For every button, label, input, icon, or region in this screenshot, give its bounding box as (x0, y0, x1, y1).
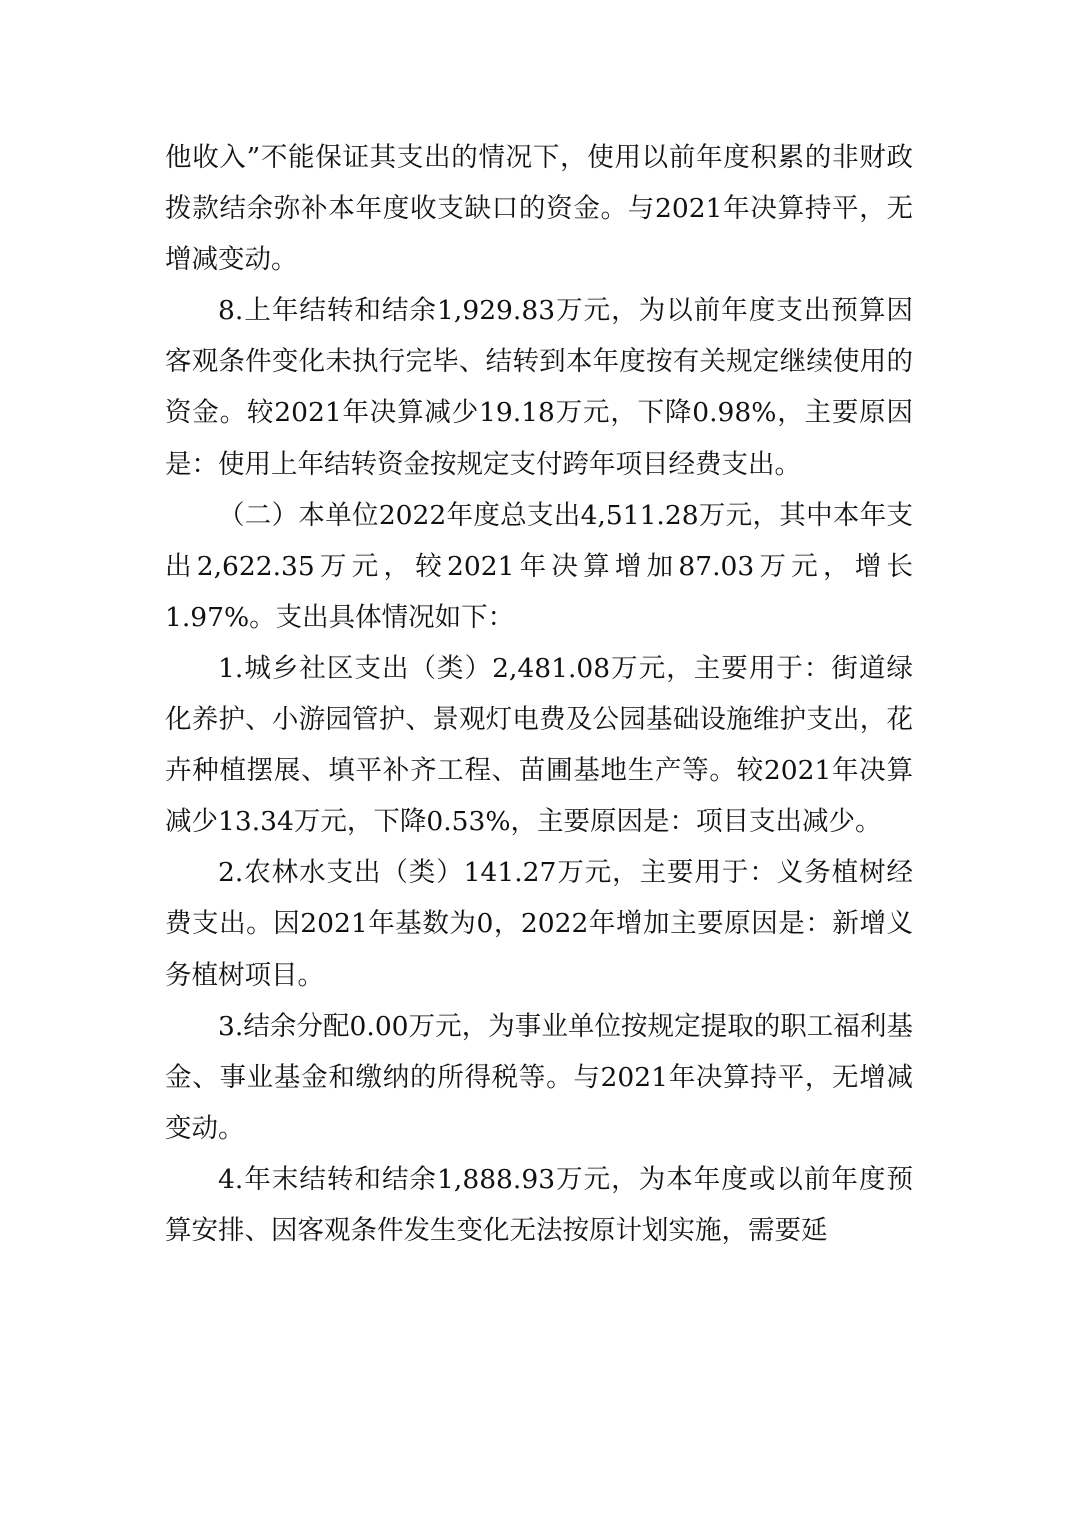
paragraph-total-expenditure: （二）本单位2022年度总支出4,511.28万元，其中本年支出2,622.35万元，较2021年决算增加87.03万元，增长1.97%。支出具体情况如下： (165, 499, 913, 633)
paragraph-continued-other-income: 他收入”不能保证其支出的情况下，使用以前年度积累的非财政拨款结余弥补本年度收支缺口的资金。与2021年决算持平，无增减变动。 (165, 142, 913, 276)
paragraph-prior-year-carryover: 8.上年结转和结余1,929.83万元，为以前年度支出预算因客观条件变化未执行完毕、结转到本年度按有关规定继续使用的资金。较2021年决算减少19.18万元，下降0.98%，主要原因是：使用上年结转资金按规定支付跨年项目经费支出。 (165, 295, 913, 480)
paragraph-year-end-carryover: 4.年末结转和结余1,888.93万元，为本年度或以前年度预算安排、因客观条件发生变化无法按原计划实施，需要延 (165, 1163, 913, 1246)
document-page (165, 132, 913, 1256)
paragraph-agriculture-forestry-water: 2.农林水支出（类）141.27万元，主要用于：义务植树经费支出。因2021年基数为0，2022年增加主要原因是：新增义务植树项目。 (165, 857, 913, 991)
paragraph-urban-rural-community: 1.城乡社区支出（类）2,481.08万元，主要用于：街道绿化养护、小游园管护、景观灯电费及公园基础设施维护支出，花卉种植摆展、填平补齐工程、苗圃基地生产等。较2021年决算减少13.34万元，下降0.53%，主要原因是：项目支出减少。 (165, 652, 913, 838)
paragraph-surplus-distribution: 3.结余分配0.00万元，为事业单位按规定提取的职工福利基金、事业基金和缴纳的所得税等。与2021年决算持平，无增减变动。 (165, 1010, 913, 1144)
